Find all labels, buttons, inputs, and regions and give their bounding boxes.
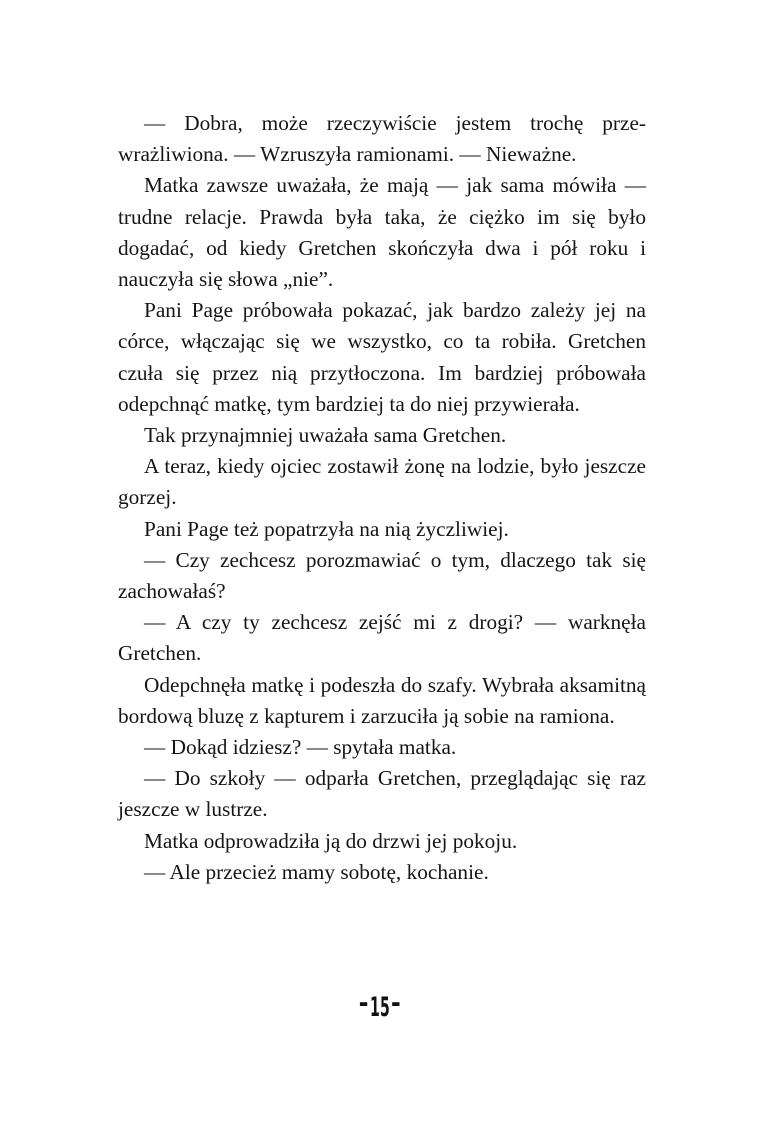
paragraph: Matka zawsze uważała, że mają — jak sama mówiła — trudne relacje. Prawda była taka, że ciężko im się było dogadać, od kiedy Gretchen skończyła dwa i pół roku i nauczyła się słowa „nie”.	[118, 173, 646, 292]
folio	[358, 988, 402, 1023]
paragraph: Pani Page próbowała pokazać, jak bardzo zależy jej na córce, włączając się we wszystko, co ta robiła. Gretchen czuła się przez nią przytłoczona. Im bardziej próbowała odepchnąć matkę, tym bardziej ta do niej przywierała.	[118, 298, 646, 416]
paragraph: — Do szkoły — odparła Gretchen, przeglądając się raz jeszcze w lustrze.	[118, 766, 646, 822]
paragraph: — Czy zechcesz porozmawiać o tym, dlaczego tak się zachowałaś?	[118, 547, 646, 604]
folio-right-rule: -	[391, 988, 402, 1019]
page-footer	[0, 988, 760, 1023]
paragraph: Pani Page też popatrzyła na nią życzliwiej.	[144, 516, 509, 541]
paragraph: — Dobra, może rzeczywiście jestem trochę przewrażliwiona. — Wzruszyła ramionami. — Nieważne.	[118, 111, 646, 167]
paragraph: — Dokąd idziesz? — spytała matka.	[144, 735, 457, 760]
paragraph: — A czy ty zechcesz zejść mi z drogi? — warknęła Gretchen.	[118, 610, 646, 666]
paragraph: Odepchnęła matkę i podeszła do szafy. Wybrała aksamitną bordową bluzę z kapturem i zarzuciła ją sobie na ramiona.	[118, 672, 646, 728]
body-text-block	[118, 108, 646, 888]
paragraph: A teraz, kiedy ojciec zostawił żonę na lodzie, było jeszcze gorzej.	[118, 454, 646, 510]
paragraph: Tak przynajmniej uważała sama Gretchen.	[144, 423, 507, 448]
paragraph: Matka odprowadziła ją do drzwi jej pokoju.	[144, 828, 518, 853]
paragraph: — Ale przecież mamy sobotę, kochanie.	[144, 859, 489, 884]
page-number: 15	[369, 992, 391, 1023]
folio-left-rule: -	[358, 988, 369, 1019]
